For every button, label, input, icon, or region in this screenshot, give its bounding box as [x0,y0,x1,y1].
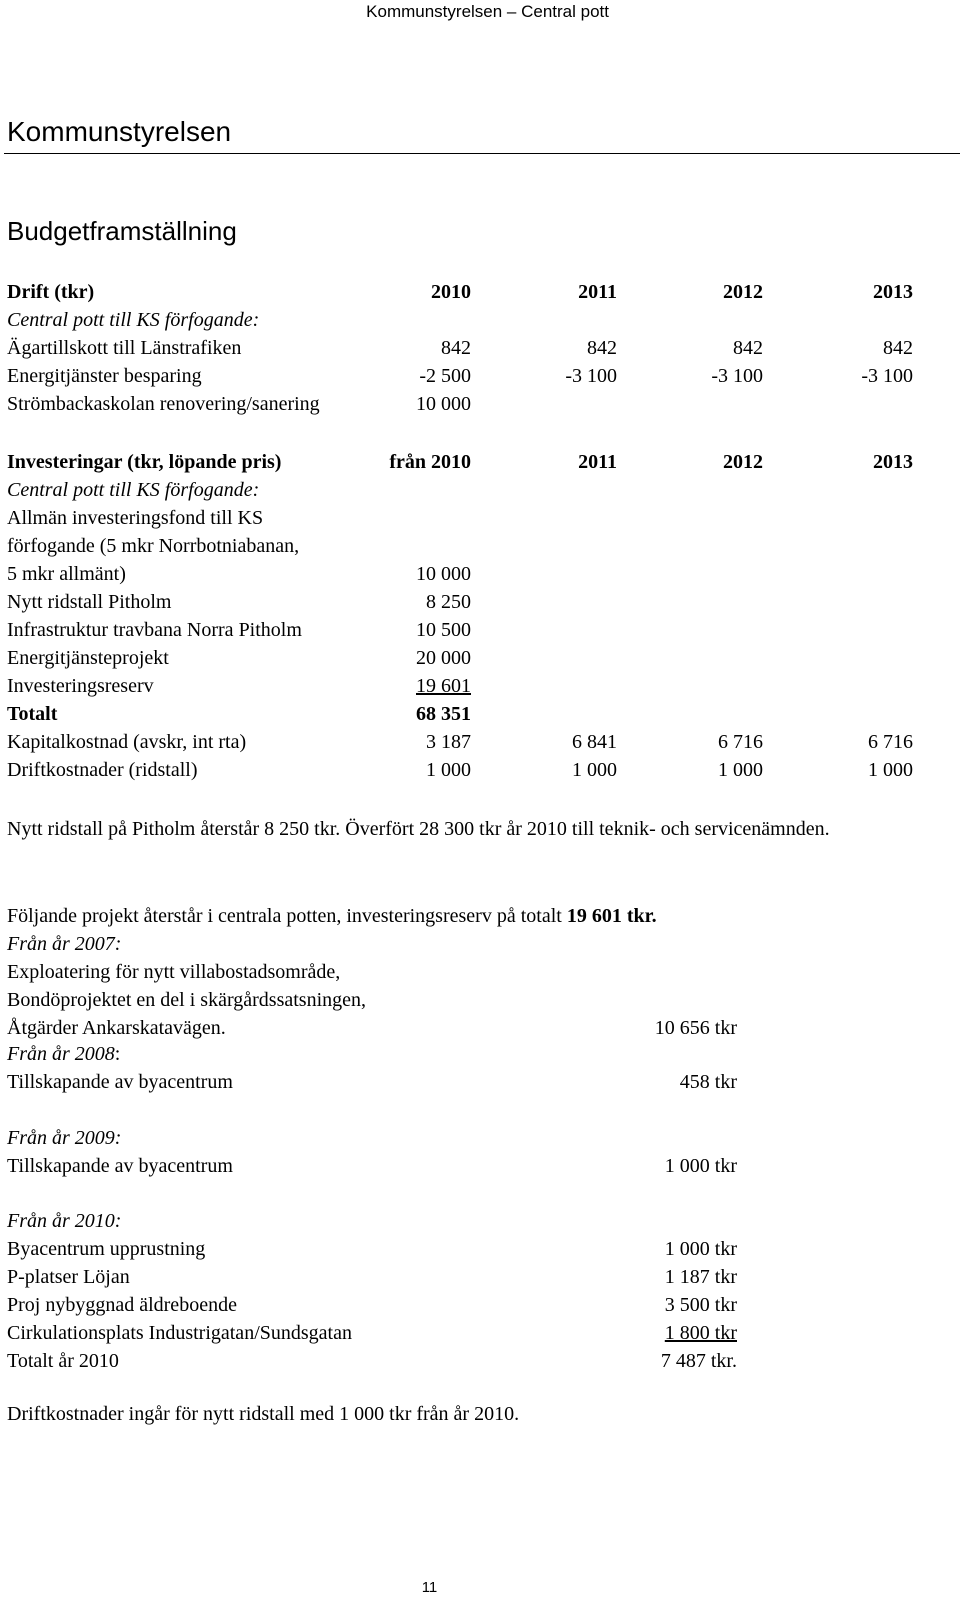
cell-value: 10 000 [416,563,471,585]
cell-value: 842 [733,337,763,359]
cell-value: 842 [587,337,617,359]
row-label: Kapitalkostnad (avskr, int rta) [7,731,247,753]
table-row [7,616,913,644]
row-label: Totalt [7,703,58,725]
project-line: P-platser Löjan [7,1266,130,1288]
group-heading-suffix: : [114,1043,121,1065]
reserv-note [7,902,907,930]
investeringar-table [7,448,913,784]
group-heading: Från år 2010: [7,1210,122,1232]
cell-value: 19 601 [416,675,471,697]
cell-value: 3 187 [426,731,471,753]
ridstall-note: Nytt ridstall på Pitholm återstår 8 250 tkr. Överfört 28 300 tkr år 2010 till teknik- och servicenämnden. [7,818,830,840]
reserv-amount: 19 601 tkr. [566,905,657,927]
running-header: Kommunstyrelsen – Central pott [366,2,609,21]
cell-value: 20 000 [416,647,471,669]
drift-year: 2011 [578,281,617,303]
project-group-2010 [7,1207,737,1375]
drift-table [7,278,913,418]
driftkostnad-note: Driftkostnader ingår för nytt ridstall med 1 000 tkr från år 2010. [7,1403,520,1425]
row-label: Energitjänsteprojekt [7,647,169,669]
row-label: Nytt ridstall Pitholm [7,591,172,613]
drift-header-row [7,278,913,306]
project-amount: 1 000 tkr [664,1238,737,1260]
group-heading [7,1040,120,1068]
group-heading: Från år 2007: [7,933,122,955]
row-label: Investeringsreserv [7,675,154,697]
drift-year: 2010 [431,281,471,303]
document-title: Kommunstyrelsen [7,116,232,147]
total-label: Totalt år 2010 [7,1350,119,1372]
cell-value: -3 100 [861,365,913,387]
inv-year: från 2010 [389,451,471,473]
project-line: Bondöprojektet en del i skärgårdssatsningen, [7,989,367,1011]
cell-value: 1 000 [572,759,617,781]
inv-year: 2011 [578,451,617,473]
cell-value: 6 716 [718,731,763,753]
cell-value: 1 000 [868,759,913,781]
table-row [7,756,913,784]
project-line: Byacentrum upprustning [7,1238,206,1260]
table-row [7,560,913,588]
project-line: Exploatering för nytt villabostadsområde, [7,961,341,983]
project-amount: 10 656 tkr [654,1017,737,1039]
group-heading-text: Från år 2008 [7,1043,115,1065]
drift-year: 2013 [873,281,913,303]
cell-value: 842 [441,337,471,359]
project-line: Åtgärder Ankarskatavägen. [7,1017,226,1039]
table-row [7,362,913,390]
project-group-2008 [7,1040,737,1096]
project-amount: 1 000 tkr [664,1155,737,1177]
drift-subheading-row [7,306,913,334]
row-label: Allmän investeringsfond till KS [7,507,264,529]
inv-heading: Investeringar (tkr, löpande pris) [7,451,282,473]
drift-subheading: Central pott till KS förfogande: [7,309,260,331]
cell-value: 1 000 [426,759,471,781]
cell-value: -3 100 [711,365,763,387]
row-label: 5 mkr allmänt) [7,563,126,585]
cell-value: 6 716 [868,731,913,753]
table-row [7,728,913,756]
inv-subheading-row [7,476,913,504]
row-label: förfogande (5 mkr Norrbotniabanan, [7,535,300,557]
project-group-2009 [7,1124,737,1180]
cell-value: -3 100 [565,365,617,387]
drift-year: 2012 [723,281,763,303]
cell-value: 1 000 [718,759,763,781]
project-group-2007 [7,930,737,1042]
section-title: Budgetframställning [7,216,237,246]
cell-value: -2 500 [419,365,471,387]
group-heading: Från år 2009: [7,1127,122,1149]
table-row [7,532,913,560]
row-label: Infrastruktur travbana Norra Pitholm [7,619,302,641]
reserv-note-text: Följande projekt återstår i centrala potten, investeringsreserv på totalt [7,905,567,927]
row-label: Ägartillskott till Länstrafiken [7,337,242,359]
inv-subheading: Central pott till KS förfogande: [7,479,260,501]
table-row [7,588,913,616]
total-amount: 7 487 tkr. [660,1350,737,1372]
title-rule [4,153,960,154]
table-row [7,672,913,700]
inv-year: 2013 [873,451,913,473]
inv-header-row [7,448,913,476]
row-label: Strömbackaskolan renovering/sanering [7,393,320,415]
cell-value: 10 000 [416,393,471,415]
row-label: Driftkostnader (ridstall) [7,759,198,781]
cell-value: 10 500 [416,619,471,641]
row-label: Energitjänster besparing [7,365,202,387]
inv-year: 2012 [723,451,763,473]
table-row [7,504,913,532]
table-row [7,334,913,362]
project-amount: 1 187 tkr [664,1266,737,1288]
page-number: 11 [421,1579,438,1596]
project-amount: 1 800 tkr [664,1322,737,1344]
drift-heading: Drift (tkr) [7,281,95,303]
table-row [7,644,913,672]
project-line: Proj nybyggnad äldreboende [7,1294,237,1316]
cell-value: 8 250 [426,591,471,613]
cell-value: 842 [883,337,913,359]
total-row [7,700,913,728]
project-line: Tillskapande av byacentrum [7,1071,233,1093]
cell-value: 6 841 [572,731,617,753]
project-amount: 3 500 tkr [664,1294,737,1316]
project-amount: 458 tkr [679,1071,737,1093]
table-row [7,390,913,418]
project-line: Cirkulationsplats Industrigatan/Sundsgatan [7,1322,352,1344]
project-line: Tillskapande av byacentrum [7,1155,233,1177]
cell-value: 68 351 [416,703,471,725]
